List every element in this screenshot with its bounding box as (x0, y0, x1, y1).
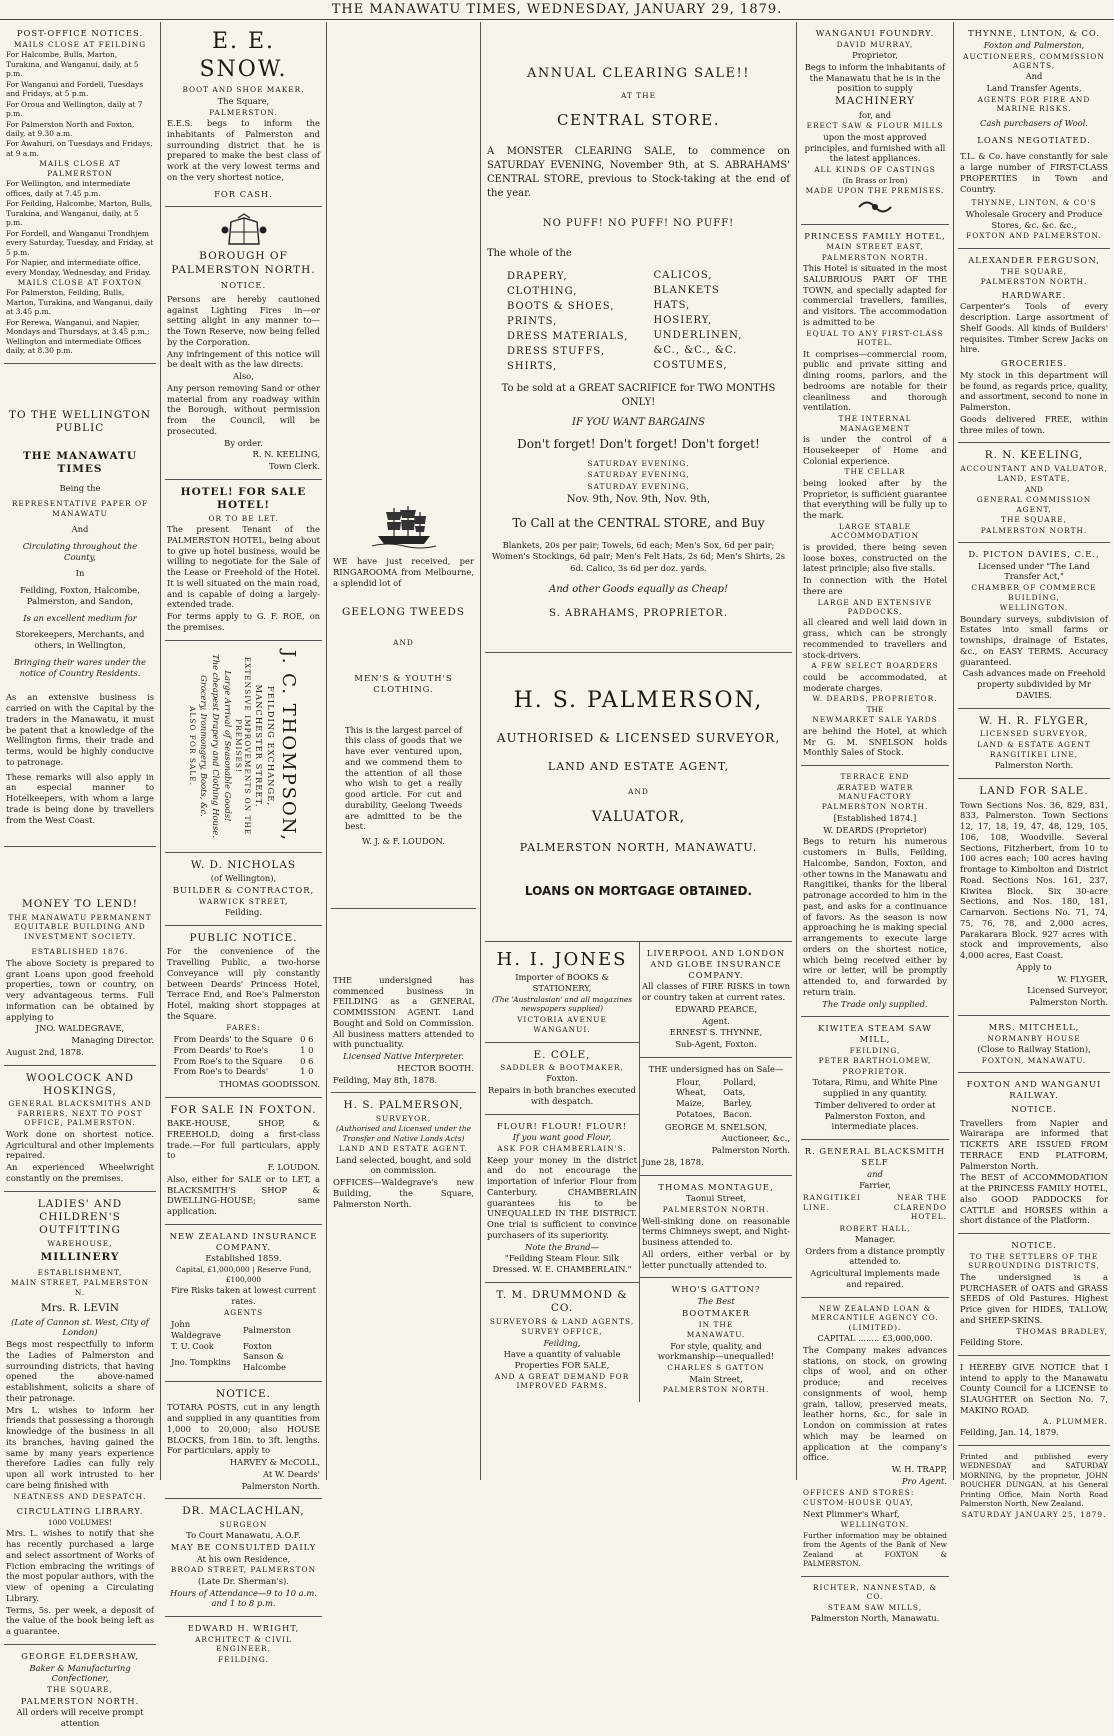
mail-line: For Fordell, and Wanganui Trondhjem every Saturday, Tuesday, and Friday, at 5 p.m. (6, 228, 154, 257)
mail-line: For Awahuri, on Tuesdays and Fridays, at 9 a.m. (6, 139, 153, 158)
table-row: T. U. Cook Foxton (171, 1340, 272, 1351)
table-row: From Deards' to Roe's 1 0 (173, 1044, 314, 1055)
booth-ad: THE undersigned has commenced business in FEILDING as a GENERAL COMMISSION AGENT. Land Bought and Sold on Commission. All business matters attended to with punctuality. Licensed Native Interpreter. HECTOR BOOTH. Feilding, May 8th, 1878. (331, 969, 476, 1094)
princess-hotel-ad: PRINCESS FAMILY HOTEL, MAIN STREET EAST, PALMERSTON NORTH. This Hotel is situated in the most SALUBRIOUS PART OF THE TOWN, and specially adapted for commercial travellers, families, and visitors. The accommodation is admitted to be EQUAL TO ANY FIRST-CLASS HOTEL. It comprises—commercial room, public and private sitting and dining rooms, parlors, and the bedrooms are notable for their cleanliness and thorough ventilation. THE INTERNAL MANAGEMENT is under the control of a Housekeeper of Home and Colonial experience. THE CELLAR being looked after by the Proprietor, is sufficient guarantee that everything will be fully up to the mark. LARGE STABLE ACCOMMODATION is provided, there being seven loose boxes, constructed on the latest principle; also five stalls. In connection with the Hotel there are LARGE AND EXTENSIVE PADDOCKS, all cleared and well laid down in grass, which can be strongly recommended to travellers and stock-drivers. A FEW SELECT BOARDERS could be accommodated, at moderate charges. W. DEARDS, PROPRIETOR. THE NEWMARKET SALE YARDS are behind the Hotel, at which Mr G. M. SNELSON holds Monthly Sales of Stock. (801, 225, 949, 767)
table-row: Maize, Barley, (676, 1098, 753, 1109)
levin-ad: LADIES' AND CHILDREN'S OUTFITTING WAREHOUSE, MILLINERY ESTABLISHMENT, MAIN STREET, PALMERSTON N. Mrs. R. LEVIN (Late of Cannon st. West, City of London) Begs most respectfully to inform the Ladies of Palmerston and surrounding districts, that having opened the above-named establishment, solicits a share of their patronage. Mrs L. wishes to inform her friends that possessing a thorough knowledge of the business in all its branches, having gained the same by many years experience therefore Ladies can fully rely upon all work intrusted to her care being finished with NEATNESS AND DESPATCH. CIRCULATING LIBRARY. 1000 VOLUMES! Mrs. L. wishes to notify that she has recently purchased a large and select assortment of Works of Fiction embracing the writings of the most popular authors, with the view of opening a Circulating Library. Terms, 5s. per week, a deposit of the value of the book being left as a guarantee. (4, 1192, 156, 1645)
mail-line: For Oroua and Wellington, daily at 7 p.m. (6, 99, 143, 119)
snelson-ad: THE undersigned has on Sale— Flour, Pollard, Wheat, Oats, Maize, Barley, Potatoes, Bacon. GEORGE M. SNELSON, Auctioneer, &c., Palmerston North. June 28, 1878. (640, 1058, 792, 1176)
self-blacksmith-ad: R. GENERAL BLACKSMITH SELF and Farrier, RANGITIKEI LINE. NEAR THE CLARENDO HOTEL. ROBERT HALL, Manager. Orders from a distance promptly attended to. Agricultural implements made and repaired. (801, 1140, 949, 1298)
eldershaw-ad: GEORGE ELDERSHAW, Baker & Manufacturing Confectioner, THE SQUARE, PALMERSTON NORTH. All orders will receive prompt attention (16, 1650, 144, 1728)
maclachlan-ad: DR. MACLACHLAN, SURGEON To Court Manawatu, A.O.F. MAY BE CONSULTED DAILY At his own Residence, BROAD STREET, PALMERSTON (Late Dr. Sherman's). Hours of Attendance—9 to 10 a.m. and 1 to 8 p.m. (165, 1499, 322, 1617)
list-item: &C., &C., &C. (653, 344, 738, 356)
loan-mercantile-ad: NEW ZEALAND LOAN & MERCANTILE AGENCY CO. (LIMITED). CAPITAL ........ £3,000,000. The Company makes advances stations, on stock, on growing clips of wool, and on other produce; and receives consignments of wool, hemp grain, tallow, preserved meats, leather horns, &c., for sale in London on commission at rates which may be learned on application at the company's office. W. H. TRAPP, Pro Agent. OFFICES AND STORES: CUSTOM-HOUSE QUAY, Next Plimmer's Wharf, WELLINGTON. Further information may be obtained from the Agents of the Bank of New Zealand at FOXTON & PALMERSTON. (801, 1298, 949, 1577)
richter-ad: RICHTER, NANNESTAD, & CO. STEAM SAW MILLS, Palmerston North, Manawatu. (810, 1582, 940, 1624)
hotel-for-sale-ad: HOTEL! FOR SALE HOTEL! OR TO BE LET. The present Tenant of the PALMERSTON HOTEL, being about to give up hotel business, would be willing to negotiate for the Sale of the Lease or Freehold of the Hotel. It is well situated on the main road, and is capable of doing a largely-extended trade. For terms apply to G. F. ROE, on the premises. (165, 480, 322, 641)
list-item: DRESS STUFFS, (507, 345, 606, 357)
column-5 (797, 22, 953, 1624)
keeling-ad: R. N. KEELING, ACCOUNTANT AND VALUATOR, LAND, ESTATE, AND GENERAL COMMISSION AGENT, THE SQUARE, PALMERSTON NORTH. (958, 443, 1110, 543)
kiwitea-mill-ad: KIWITEA STEAM SAW MILL, FEILDING, PETER BARTHOLOMEW, PROPRIETOR. Totara, Rimu, and White Pine supplied in any quantity. Timber delivered to order at Palmerston Foxton, and intermediate places. (801, 1017, 949, 1140)
davies-ad: D. PICTON DAVIES, C.E., Licensed under "The Land Transfer Act," CHAMBER OF COMMERCE BUILDING, WELLINGTON. Boundary surveys, subdivision of Estates into small farms or townships, drainage of Estates, &c., on EASY TERMS. Accuracy guaranteed. Cash advances made on Freehold property subdivided by Mr DAVIES. (958, 543, 1110, 709)
mail-line: For Feilding, Halcombe, Marton, Bulls, Turakina, and Wanganui, daily, at 5 p.m. (6, 199, 153, 228)
list-item: UNDERLINEN, (653, 329, 743, 341)
drummond-ad: T. M. DRUMMOND & CO. SURVEYORS & LAND AGENTS, SURVEY OFFICE, Feilding, Have a quantity of valuable Properties FOR SALE, AND A GREAT DEMAND FOR IMPROVED FARMS. (489, 1288, 635, 1391)
column-1 (0, 22, 160, 1728)
liverpool-insurance-ad: LIVERPOOL AND LONDON AND GLOBE INSURANCE COMPANY. All classes of FIRE RISKS in town or country taken at current rates. EDWARD PEARCE, Agent. ERNEST S. THYNNE, Sub-Agent, Foxton. (640, 942, 792, 1058)
public-notice-ad: PUBLIC NOTICE. For the convenience of the Travelling Public, a two-horse Conveyance will ply constantly between Deards' Princess Hotel, Terrace End, and Roe's Palmerston Hotel, making short stoppages at the Square. FARES: From Deards' to the Square 0 6 From Deards' to Roe's 1 0 From Roe's to the Square 0 6 From Roe's to Deards' 1 0 THOMAS GOODISSON. (165, 926, 322, 1098)
table-row: John Waldegrave Palmerston (171, 1319, 291, 1340)
ferguson-ad: ALEXANDER FERGUSON, THE SQUARE, PALMERSTON NORTH. HARDWARE. Carpenter's Tools of every description. Large assortment of Shelf Goods. All kinds of Builders' requisites. Timber Screw Jacks on hire. GROCERIES. My stock in this department will be found, as regards price, quality, and assortment, second to none in Palmerston. Goods delivered FREE, within three miles of town. (958, 249, 1110, 443)
montague-ad: THOMAS MONTAGUE, Taonui Street, PALMERSTON NORTH. Well-sinking done on reasonable terms Chimneys swept, and Night-business attended to. All orders, either verbal or by letter punctually attended to. (640, 1176, 792, 1279)
post-office-notices: POST-OFFICE NOTICES. MAILS CLOSE AT FEILDING For Halcombe, Bulls, Marton, Turakina, and Wanganui, daily, at 5 p.m. For Wanganui and Fordell, Tuesdays and Fridays, at 5 p.m. For Oroua and Wellington, daily at 7 p.m. For Palmerston North and Foxton, daily, at 9.30 a.m. For Awahuri, on Tuesdays and Fridays, at 9 a.m. MAILS CLOSE AT PALMERSTON For Wellington, and intermediate offices, daily at 7.45 p.m. For Feilding, Halcombe, Marton, Bulls, Turakina, and Wanganui, daily, at 5 p.m. For Fordell, and Wanganui Trondhjem every Saturday, Tuesday, and Friday, at 5 p.m. For Napier, and intermediate office, every Monday, Wednesday, and Friday. MAILS CLOSE AT FOXTON For Palmerston, Feilding, Bulls, Marton, Turakina, and Wanganui, daily at 3.45 p.m. For Rerewa, Wanganui, and Napier, Mondays and Thursdays, at 3.45 p.m.; Wellington and intermediate Offices daily, at 8.30 p.m. (4, 22, 156, 364)
wellington-public-ad: TO THE WELLINGTON PUBLIC THE MANAWATU TIMES Being the REPRESENTATIVE PAPER OF MANAWATU And Circulating throughout the County, In Feilding, Foxton, Halcombe, Palmerston, and Sandon, Is an excellent medium for Storekeepers, Merchants, and others, in Wellington, Bringing their wares under the notice of Country Residents. As an extensive business is carried on with the Capital by the traders in the Manawatu, it must be patent that a knowledge of the Wellington firms, their trade and terms, would be highly conducive to patronage. These remarks will also apply in an especial manner to Hotelkeepers, with whom a large trade is being done by travellers from the West Coast. (4, 364, 156, 848)
cole-ad: E. COLE, SADDLER & BOOTMAKER, Foxton. Repairs in both branches executed with despatch. (485, 1043, 639, 1115)
clearing-sale-ad: ANNUAL CLEARING SALE!! AT THE CENTRAL STORE. A MONSTER CLEARING SALE, to commence on SATURDAY EVENING, November 9th, at S. ABRAHAMS' CENTRAL STORE, previous to Stock-taking at the end of the year. NO PUFF! NO PUFF! NO PUFF! The whole of the DRAPERY, CLOTHING, BOOTS & SHOES, PRINTS, DRESS MATERIALS, DRESS STUFFS, SHIRTS, CALICOS, BLANKETS HATS, HOSIERY, UNDERLINEN, &C., &C., &C. COSTUMES, To be sold at a GREAT SACRIFICE for TWO MONTHS ONLY! IF YOU WANT BARGAINS Don't forget! Don't forget! Don't forget! SATURDAY EVENING, SATURDAY EVENING, SATURDAY EVENING, Nov. 9th, Nov. 9th, Nov. 9th, To Call at the CENTRAL STORE, and Buy Blankets, 20s per pair; Towels, 6d each; Men's Sox, 6d per pair; Women's Stockings, 6d pair; Men's Felt Hats, 2s 6d; Men's Shirts, 2s 6d. Calico, 3s 6d per doz. yards. And other Goods equally as Cheap! S. ABRAHAMS, PROPRIETOR. (485, 22, 792, 653)
land-for-sale-ad: LAND FOR SALE. Town Sections Nos. 36, 829, 831, 833, Palmerston. Town Sections 12, 17, 18, 19, 47, 48, 129, 105, 106, 108, Woodville. Several Sections, Fitzherbert, from 10 to 100 acres each; 100 acres having frontage to Kimbolton and District Road. Sections Nos. 161, 237, Kiwitea Block. Six 30-acre Sections, and Nos. 180, 181, Carnarvon. Sections No. 71, 74, 75, 76, 78, and 2,000 acres, Parakarara Block. 927 acres with stock and improvements, also 4,000 acres, East Coast. Apply to W. FLYGER, Licensed Surveyor, Palmerston North. (958, 779, 1110, 1016)
jones-ad: H. I. JONES Importer of BOOKS & STATIONERY, (The 'Australasian' and all magazines newspapers supplied) VICTORIA AVENUE WANGANUI. (485, 942, 639, 1042)
thompson-ad: J. C. THOMPSON, FEILDING EXCHANGE, MANCHESTER STREET. EXTENSIVE IMPROVEMENTS ON THE PREMISES! Large Arrival of Seasonable Goods! The cheapest Drapery and Clothing House. Grocery, Ironmongery, Boots, &c. ALSO FOR SALE. (165, 641, 322, 853)
totara-notice-ad: NOTICE. TOTARA POSTS, cut in any length and supplied in any quantities from 1,000 to 20,000; also HOUSE BLOCKS, from 18in. to 3ft. lengths. For particulars, apply to HARVEY & McCOLL, At W. Deards' Palmerston North. (165, 1382, 322, 1499)
aerated-water-ad: TERRACE END ÆRATED WATER MANUFACTORY PALMERSTON NORTH. [Established 1874.] W. DEARDS (Proprietor) Begs to return his numerous customers in Bulls, Feilding, Halcombe, Sandon, Foxton, and other towns in the Manawatu and Rangitikei, thanks for the liberal patronage accorded to him in the past, and asks for a continuance of favors. As the season is now approaching he is making special arrangements to execute large orders on the shortest notice, which being received either by wire or letter, will be promptly attended to, and forwarded by return train. The Trade only supplied. (801, 766, 949, 1017)
loudon-tweeds-ad: WE have just received, per RINGAROOMA from Melbourne, a splendid lot of GEELONG TWEEDS AND MEN'S & YOUTH'S CLOTHING. This is the largest parcel of this class of goods that we have ever ventured upon, and we commend them to the attention of all those who wish to get a really good article. For cut and durability, Geelong Tweeds are admitted to be the best. W. J. & F. LOUDON. (331, 22, 476, 909)
table-row: Jno. Tompkins Sanson & Halcombe (171, 1351, 286, 1373)
woolcock-ad: WOOLCOCK AND HOSKINGS, GENERAL BLACKSMITHS AND FARRIERS, NEXT TO POST OFFICE, PALMERSTON. Work done on shortest notice. Agricultural and other implements repaired. An experienced Wheelwright constantly on the premises. (4, 1066, 156, 1192)
mail-line: For Wellington, and intermediate offices, daily at 7.45 p.m. (6, 179, 131, 198)
mail-line: For Napier, and intermediate office, every Monday, Wednesday, and Friday. (6, 258, 151, 277)
flyger-ad: W. H. R. FLYGER, LICENSED SURVEYOR, LAND & ESTATE AGENT RANGITIKEI LINE, Palmerston North. (958, 709, 1110, 780)
money-to-lend-ad: MONEY TO LEND! THE MANAWATU PERMANENT EQUITABLE BUILDING AND INVESTMENT SOCIETY. ESTABLISHED 1876. The above Society is prepared to grant Loans upon good freehold properties, town or country, on very advantageous terms. Full information can be obtained by applying to JNO. WALDEGRAVE, Managing Director. August 2nd, 1878. (4, 847, 156, 1065)
list-item: CALICOS, (653, 269, 713, 281)
mail-line: For Wanganui and Fordell, Tuesdays and Fridays, at 5 p.m. (6, 79, 143, 99)
table-row: Wheat, Oats, (676, 1087, 746, 1098)
list-item: DRAPERY, (507, 270, 568, 282)
foundry-ad: WANGANUI FOUNDRY. DAVID MURRAY, Proprietor, Begs to inform the inhabitants of the Manawatu that he is in the position to supply MACHINERY for, and ERECT SAW & FLOUR MILLS upon the most approved principles, and furnished with all the latest appliances. ALL KINDS OF CASTINGS (In Brass or Iron) MADE UPON THE PREMISES. (801, 22, 949, 225)
list-item: BLANKETS (653, 284, 720, 296)
wright-ad: EDWARD H. WRIGHT, ARCHITECT & CIVIL ENGINEER, FEILDING. (187, 1623, 300, 1664)
thynne-linton-ad: THYNNE, LINTON, & CO. Foxton and Palmerston, AUCTIONEERS, COMMISSION AGENTS, And Land Transfer Agents, AGENTS FOR FIRE AND MARINE RISKS. Cash purchasers of Wool. LOANS NEGOTIATED. T.L. & Co. have constantly for sale a large number of FIRST-CLASS PROPERTIES in Town and Country. THYNNE, LINTON, & CO'S Wholesale Grocery and Produce Stores, &c. &c. &c., FOXTON AND PALMERSTON. (958, 22, 1110, 249)
snow-ad: E. E. SNOW. BOOT AND SHOE MAKER, The Square, PALMERSTON. E.E.S. begs to inform the inhabitants of Palmerston and surrounding district that he is prepared to make the best class of work at the very lowest terms and on the very shortest notice, FOR CASH. (165, 22, 322, 207)
mitchell-ad: MRS. MITCHELL, NORMANBY HOUSE (Close to Railway Station), FOXTON, MANAWATU. (958, 1016, 1110, 1073)
settlers-notice-ad: NOTICE. TO THE SETTLERS OF THE SURROUNDING DISTRICTS, The undersigned is a PURCHASER of OATS and GRASS SEEDS of Old Pastures. Highest Price given for HIDES, TALLOW, and SHEEP-SKINS. THOMAS BRADLEY, Feilding Store. (958, 1234, 1110, 1356)
palmerson-small-ad: H. S. PALMERSON, SURVEYOR, (Authorised and Licensed under the Transfer and Native Lands Acts) LAND AND ESTATE AGENT. Land selected, bought, and sold on commission. OFFICES—Waldegrave's new Building, the Square, Palmerston North. (333, 1099, 474, 1209)
goods-list (507, 269, 790, 375)
palmerson-surveyor-ad: H. S. PALMERSON, AUTHORISED & LICENSED SURVEYOR, LAND AND ESTATE AGENT, AND VALUATOR, PALMERSTON NORTH, MANAWATU. LOANS ON MORTGAGE OBTAINED. (485, 653, 792, 942)
column-4 (481, 22, 796, 1480)
list-item: CLOTHING, (507, 285, 578, 297)
fares-table (170, 1034, 318, 1077)
mail-line: For Palmerston North and Foxton, daily, at 9.30 a.m. (6, 119, 135, 138)
masthead: THE MANAWATU TIMES, WEDNESDAY, JANUARY 29, 1879. (0, 0, 1114, 20)
mail-line: For Palmerston, Feilding, Bulls, Marton, Turakina, and Wanganui, daily at 3.45 p.m. (6, 288, 153, 317)
list-item: HATS, (653, 299, 691, 311)
column-2 (161, 22, 326, 1664)
printer-imprint: Printed and published every WEDNESDAY and SATURDAY MORNING, by the proprietor, JOHN BOUCHER DUNGAN, at his General Printing Office, Main North Road Palmerston North, New Zealand. SATURDAY JANUARY 25, 1879. (960, 1451, 1108, 1519)
table-row: From Roe's to the Square 0 6 (173, 1055, 314, 1066)
table-row: From Deards' to the Square 0 6 (173, 1034, 314, 1045)
list-item: COSTUMES, (653, 359, 728, 371)
produce-table (672, 1077, 760, 1120)
royal-crest-icon (221, 214, 267, 248)
list-item: BOOTS & SHOES, (507, 300, 615, 312)
column-3 (327, 22, 480, 1480)
bottom-split (485, 942, 792, 1402)
list-item: HOSIERY, (653, 314, 713, 326)
plummer-notice-ad: I HEREBY GIVE NOTICE that I intend to apply to the Manawatu County Council for a LICENSE to SLAUGHTER on Section No. 7, MAKINO ROAD. A. PLUMMER. Feilding, Jan. 14, 1879. (958, 1356, 1110, 1446)
nz-insurance-ad: NEW ZEALAND INSURANCE COMPANY. Established 1859. Capital, £1,000,000 | Reserve Fund, £100,000 Fire Risks taken at lowest current rates. AGENTS John Waldegrave Palmerston T. U. Cook Foxton Jno. Tompkins Sanson & Halcombe (165, 1225, 322, 1382)
list-item: SHIRTS, (507, 360, 558, 372)
column-6 (954, 22, 1114, 1519)
table-row: From Roe's to Deards' 1 0 (173, 1066, 314, 1077)
railway-notice-ad: FOXTON AND WANGANUI RAILWAY. NOTICE. Travellers from Napier and Wairarapa are informed that TICKETS ARE ISSUED FROM TERRACE END PLATFORM, Palmerston North. The BEST of ACCOMMODATION at the PRINCESS FAMILY HOTEL, also GOOD PADDOCKS for CATTLE and HORSES within a short distance of the Platform. (958, 1073, 1110, 1234)
list-item: PRINTS, (507, 315, 558, 327)
decorative-ornament-icon (855, 198, 895, 216)
list-item: DRESS MATERIALS, (507, 330, 629, 342)
borough-notice-ad: BOROUGH OF PALMERSTON NORTH. NOTICE. Persons are hereby cautioned against Lighting Fires in—or setting alight in any manner to—the Town Reserve, now being felled by the Corporation. Any infringement of this notice will be dealt with as the law directs. Also, Any person removing Sand or other material from any roadway within the Borough, without permission from the Council, will be prosecuted. By order. R. N. KEELING, Town Clerk. (165, 207, 322, 480)
table-row: Flour, Pollard, (676, 1076, 756, 1087)
sailing-ship-icon (372, 504, 436, 548)
table-row: Potatoes, Bacon. (676, 1108, 753, 1119)
foxton-sale-ad: FOR SALE IN FOXTON. BAKE-HOUSE, SHOP, & FREEHOLD, doing a first-class trade.—For full particulars, apply to F. LOUDON. Also, either for SALE or to LET, a BLACKSMITH'S SHOP & DWELLING-HOUSE; same application. (165, 1098, 322, 1225)
nicholas-ad: W. D. NICHOLAS (of Wellington), BUILDER & CONTRACTOR, WARWICK STREET, Feilding. (165, 853, 322, 926)
mail-line: For Halcombe, Bulls, Marton, Turakina, and Wanganui, daily, at 5 p.m. (6, 50, 139, 79)
flour-ad: FLOUR! FLOUR! FLOUR! If you want good Flour, ASK FOR CHAMBERLAIN'S. Keep your money in the district and do not encourage the importation of inferior Flour from Canterbury. CHAMBERLAIN guarantees his to be UNEQUALLED IN THE DISTRICT. One trial is sufficient to convince purchasers of its superiority. Note the Brand— "Feilding Steam Flour. Silk Dressed. W. E. CHAMBERLAIN." (485, 1115, 639, 1283)
agents-table (167, 1319, 320, 1373)
gatton-ad: WHO'S GATTON? The Best BOOTMAKER IN THE MANAWATU. For style, quality, and workmanship—unequalled! CHARLES S GATTON Main Street, PALMERSTON NORTH. (657, 1284, 775, 1395)
mail-line: For Rerewa, Wanganui, and Napier, Mondays and Thursdays, at 3.45 p.m.; Wellington and intermediate Offices daily, at 8.30 p.m. (6, 317, 150, 356)
